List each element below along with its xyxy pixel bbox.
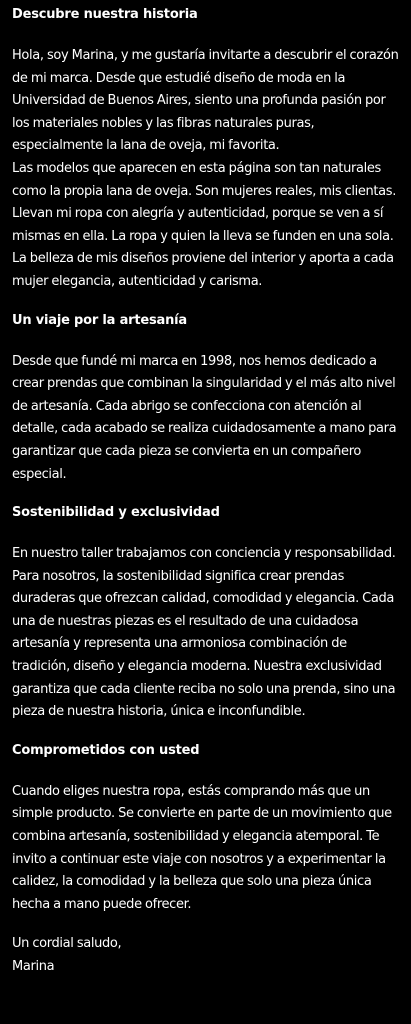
section-title-sostenibilidad: Sostenibilidad y exclusividad [12, 505, 220, 521]
paragraph-artesania: Desde que fundé mi marca en 1998, nos hemos dedicado a crear prendas que combinan la singularidad y el más alto nivel de artesanía. Cada abrigo se confecciona con atención al detalle, cada acabado se realiza cuidadosamente a mano para garantizar que cada pieza se convierta en un compañero especial. [12, 353, 397, 482]
section-title-comprometidos: Comprometidos con usted [12, 742, 200, 758]
section-title-artesania: Un viaje por la artesanía [12, 312, 187, 328]
closing-greeting: Un cordial saludo, [12, 936, 122, 952]
paragraph-modelos: Las modelos que aparecen en esta página son tan naturales como la propia lana de oveja. Son mujeres reales, mis clientas. Llevan mi ropa con alegría y autenticidad, porque se ven a sí mismas en ella. La ropa y quien la lleva se funden en una sola. La belleza de mis diseños proviene del interior y aporta a cada mujer elegancia, autenticidad y carisma. [12, 160, 397, 289]
paragraph-intro: Hola, soy Marina, y me gustaría invitarte a descubrir el corazón de mi marca. Desde que estudié diseño de moda en la Universidad de Buenos Aires, siento una profunda pasión por los materiales nobles y las fibras naturales puras, especialmente la lana de oveja, mi favorita. [12, 48, 399, 154]
section-title-historia: Descubre nuestra historia [12, 7, 198, 22]
paragraph-comprometidos: Cuando eliges nuestra ropa, estás comprando más que un simple producto. Se convierte en parte de un movimiento que combina artesanía, sostenibilidad y elegancia atemporal. Te invito a continuar este viaje con nosotros y a experimentar la calidez, la comodidad y la belleza que solo una pieza única hecha a mano puede ofrecer. [12, 783, 392, 912]
closing-signature: Marina [12, 959, 55, 974]
paragraph-sostenibilidad: En nuestro taller trabajamos con conciencia y responsabilidad. Para nosotros, la sostenibilidad significa crear prendas duraderas que ofrezcan calidad, comodidad y elegancia. Cada una de nuestras piezas es el resultado de una cuidadosa artesanía y representa una armoniosa combinación de tradición, diseño y elegancia moderna. Nuestra exclusividad garantiza que cada cliente reciba no solo una prenda, sino una pieza de nuestra historia, única e inconfundible. [12, 546, 396, 720]
